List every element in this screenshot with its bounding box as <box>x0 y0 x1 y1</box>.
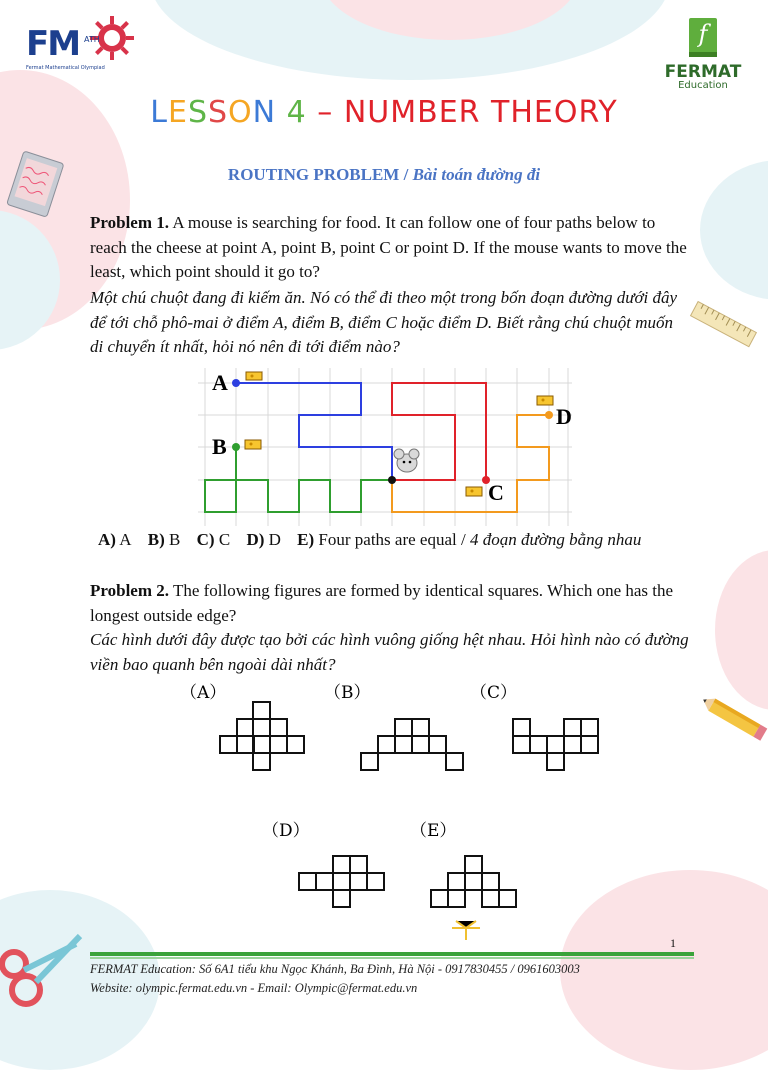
answer-option-e[interactable] <box>297 530 641 549</box>
title-letter: O <box>228 95 253 130</box>
problem2-text-vi <box>90 628 690 677</box>
footer-address: FERMAT Education: Số 6A1 tiểu khu Ngọc Khánh, Ba Đình, Hà Nội - 0917830455 / 0961603003 <box>90 962 580 976</box>
point-label-b: B <box>212 434 227 459</box>
problem1-text <box>90 211 690 285</box>
problem2-label: Problem 2. <box>90 581 170 600</box>
cheese-icon-d <box>537 396 553 405</box>
problem2-text-en: The following figures are formed by identical squares. Which one has the longest outside edge? <box>90 581 674 625</box>
subtitle-vi: Bài toán đường đi <box>412 165 541 184</box>
path-to-a <box>236 383 392 480</box>
footer-contact: Website: olympic.fermat.edu.vn - Email: Olympic@fermat.edu.vn <box>90 981 418 995</box>
problem1-text-en: A mouse is searching for food. It can follow one of four paths below to reach the cheese at point A, point B, point C or point D. If the mouse wants to move the least, which point should it go to? <box>90 213 687 281</box>
fermat-logo <box>658 16 748 96</box>
problem1-answers <box>98 530 641 550</box>
figure-label-e: （E） <box>410 821 457 841</box>
title-letter: E <box>167 95 188 130</box>
title-topic: NUMBER THEORY <box>343 95 618 130</box>
figure-label-c: （C） <box>470 683 518 703</box>
title-letter: S <box>187 95 208 130</box>
figure-c <box>513 719 598 770</box>
answer-val-d: D <box>268 530 281 549</box>
point-label-a: A <box>212 370 228 395</box>
answer-key-b: B) <box>147 530 165 549</box>
answer-option-b[interactable] <box>148 530 181 549</box>
figure-label-b: （B） <box>324 683 371 703</box>
answer-val-a: A <box>119 530 132 549</box>
mouse-icon <box>394 449 419 472</box>
squares-figures <box>170 676 620 946</box>
point-label-c: C <box>488 480 504 505</box>
answer-key-e: E) <box>297 530 315 549</box>
fermat-logo-letter: f <box>698 20 708 48</box>
title-dash: – <box>306 95 344 130</box>
answer-key-d: D) <box>246 530 265 549</box>
fmo-caption: Fermat Mathematical Olympiad <box>26 65 105 71</box>
fmo-logo-text: FM <box>26 24 80 64</box>
footer-rule-thin <box>90 957 694 959</box>
title-letter: S <box>207 95 229 130</box>
cheese-icon-c <box>466 487 482 496</box>
ruler-icon <box>688 290 758 360</box>
problem1-text-vi-content: Một chú chuột đang đi kiếm ăn. Nó có thể đi theo một trong bốn đoạn đường dưới đây để tới chỗ phô-mai ở điểm A, điểm B, điểm C hoặc điểm D. Biết rằng chú chuột muốn di chuyển ít nhất, hỏi nó nên đi tới điểm nào? <box>90 288 678 356</box>
section-subtitle <box>0 165 768 185</box>
fmo-logo <box>24 14 134 74</box>
problem2-text-vi-content: Các hình dưới đây được tạo bởi các hình vuông giống hệt nhau. Hỏi hình nào có đường viền bao quanh bên ngoài dài nhất? <box>90 630 689 674</box>
problem1-text-vi <box>90 286 690 360</box>
bg-blob-right-mid <box>715 550 768 710</box>
mouse-start-dot <box>388 476 396 484</box>
pencil-icon <box>698 688 768 748</box>
sparkle-icon <box>452 921 480 940</box>
problem1-label: Problem 1. <box>90 213 170 232</box>
fmo-logo-small: ATH <box>84 35 100 44</box>
page-number: 1 <box>670 936 676 950</box>
figure-a <box>220 702 304 770</box>
page-title <box>0 95 768 130</box>
figure-label-d: （D） <box>262 821 310 841</box>
answer-key-c: C) <box>196 530 215 549</box>
title-letter: L <box>150 95 168 130</box>
title-letter: N <box>252 95 277 130</box>
figure-e <box>431 856 516 907</box>
answer-val-e: Four paths are equal / <box>318 530 470 549</box>
title-letter: 4 <box>286 95 307 130</box>
title-letter <box>276 95 287 130</box>
answer-val-e-vi: 4 đoạn đường bằng nhau <box>469 530 642 549</box>
title-lesson <box>150 95 307 130</box>
point-b-dot <box>232 443 240 451</box>
answer-key-a: A) <box>98 530 116 549</box>
answer-option-a[interactable] <box>98 530 132 549</box>
point-label-d: D <box>556 404 572 429</box>
routing-grid-diagram <box>190 362 590 532</box>
figure-b <box>361 719 463 770</box>
scissors-icon <box>0 930 90 1020</box>
point-a-dot <box>232 379 240 387</box>
answer-option-d[interactable] <box>246 530 280 549</box>
fermat-sub: Education <box>678 80 728 91</box>
figure-label-a: （A） <box>180 683 227 703</box>
subtitle-en: ROUTING PROBLEM / <box>227 165 413 184</box>
cheese-icon-a <box>246 372 262 380</box>
point-d-dot <box>545 411 553 419</box>
figure-d <box>299 856 384 907</box>
answer-option-c[interactable] <box>197 530 231 549</box>
cheese-icon-b <box>245 440 261 449</box>
answer-val-c: C <box>218 530 231 549</box>
problem2-text <box>90 579 690 628</box>
answer-val-b: B <box>169 530 181 549</box>
calculator-icon <box>2 150 68 220</box>
fermat-brand: FERMAT <box>664 62 742 82</box>
footer-rule <box>90 952 694 956</box>
